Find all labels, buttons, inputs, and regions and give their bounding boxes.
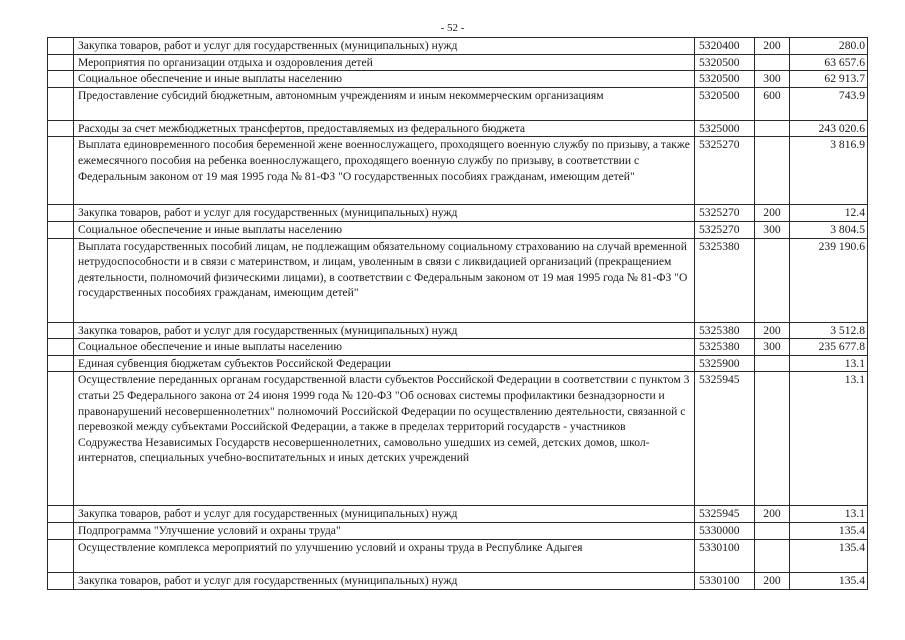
row-name: Подпрограмма "Улучшение условий и охраны труда" <box>74 522 695 539</box>
row-sum: 280.0 <box>790 38 868 55</box>
budget-table <box>47 37 868 590</box>
row-sum: 239 190.6 <box>790 238 868 322</box>
blank-cell <box>48 87 74 120</box>
row-name: Единая субвенция бюджетам субъектов Российской Федерации <box>74 355 695 372</box>
table-row <box>48 38 868 55</box>
row-vr: 300 <box>755 339 790 356</box>
table-row <box>48 572 868 589</box>
row-name: Закупка товаров, работ и услуг для государственных (муниципальных) нужд <box>74 506 695 523</box>
blank-cell <box>48 339 74 356</box>
row-code: 5330000 <box>695 522 755 539</box>
row-sum: 235 677.8 <box>790 339 868 356</box>
row-sum: 63 657.6 <box>790 54 868 71</box>
row-sum: 243 020.6 <box>790 120 868 137</box>
row-code: 5320500 <box>695 87 755 120</box>
row-code: 5325380 <box>695 238 755 322</box>
row-name: Мероприятия по организации отдыха и оздоровления детей <box>74 54 695 71</box>
row-vr <box>755 372 790 506</box>
row-code: 5330100 <box>695 572 755 589</box>
row-code: 5320500 <box>695 54 755 71</box>
row-code: 5330100 <box>695 539 755 572</box>
row-vr <box>755 238 790 322</box>
row-vr: 200 <box>755 205 790 222</box>
row-name: Социальное обеспечение и иные выплаты населению <box>74 339 695 356</box>
table-row <box>48 120 868 137</box>
row-sum: 135.4 <box>790 539 868 572</box>
row-vr <box>755 539 790 572</box>
row-name: Социальное обеспечение и иные выплаты населению <box>74 71 695 88</box>
blank-cell <box>48 221 74 238</box>
blank-cell <box>48 38 74 55</box>
blank-cell <box>48 539 74 572</box>
row-name: Расходы за счет межбюджетных трансфертов, предоставляемых из федерального бюджета <box>74 120 695 137</box>
row-name: Закупка товаров, работ и услуг для государственных (муниципальных) нужд <box>74 38 695 55</box>
row-vr <box>755 355 790 372</box>
blank-cell <box>48 238 74 322</box>
row-code: 5325270 <box>695 137 755 205</box>
row-vr: 200 <box>755 506 790 523</box>
blank-cell <box>48 372 74 506</box>
row-sum: 12.4 <box>790 205 868 222</box>
row-sum: 13.1 <box>790 506 868 523</box>
row-vr: 300 <box>755 221 790 238</box>
blank-cell <box>48 355 74 372</box>
row-code: 5325270 <box>695 221 755 238</box>
row-vr: 200 <box>755 322 790 339</box>
blank-cell <box>48 506 74 523</box>
row-vr <box>755 522 790 539</box>
blank-cell <box>48 322 74 339</box>
blank-cell <box>48 54 74 71</box>
row-sum: 13.1 <box>790 372 868 506</box>
row-code: 5325900 <box>695 355 755 372</box>
page-number: - 52 - <box>440 22 465 34</box>
row-vr: 300 <box>755 71 790 88</box>
table-row <box>48 71 868 88</box>
row-code: 5325380 <box>695 322 755 339</box>
row-code: 5320500 <box>695 71 755 88</box>
row-code: 5325000 <box>695 120 755 137</box>
row-code: 5325945 <box>695 506 755 523</box>
row-name: Закупка товаров, работ и услуг для государственных (муниципальных) нужд <box>74 572 695 589</box>
row-name: Закупка товаров, работ и услуг для государственных (муниципальных) нужд <box>74 205 695 222</box>
row-sum: 3 804.5 <box>790 221 868 238</box>
table-row <box>48 355 868 372</box>
table-row <box>48 322 868 339</box>
blank-cell <box>48 572 74 589</box>
row-sum: 3 512.8 <box>790 322 868 339</box>
row-sum: 62 913.7 <box>790 71 868 88</box>
row-vr: 200 <box>755 572 790 589</box>
table-row <box>48 339 868 356</box>
table-row <box>48 539 868 572</box>
row-name: Осуществление переданных органам государственной власти субъектов Российской Федерации в соответствии с пунктом 3 статьи 25 Федерального закона от 24 июня 1999 года № 120-ФЗ "Об основах системы профилактики безнадзорности и правонарушений несовершеннолетних" полномочий Российской Федерации по осуществлению деятельности, связанной с перевозкой между субъектами Российской Федерации, а также в пределах территорий государств - участников Содружества Независимых Государств несовершеннолетних, самовольно ушедших из семей, детских домов, школ-интернатов, специальных учебно-воспитательных и иных детских учреждений <box>74 372 695 506</box>
row-name: Предоставление субсидий бюджетным, автономным учреждениям и иным некоммерческим организациям <box>74 87 695 120</box>
row-name: Закупка товаров, работ и услуг для государственных (муниципальных) нужд <box>74 322 695 339</box>
row-name: Социальное обеспечение и иные выплаты населению <box>74 221 695 238</box>
row-vr <box>755 120 790 137</box>
blank-cell <box>48 71 74 88</box>
row-code: 5325270 <box>695 205 755 222</box>
row-sum: 135.4 <box>790 522 868 539</box>
row-vr <box>755 54 790 71</box>
row-sum: 3 816.9 <box>790 137 868 205</box>
row-code: 5325380 <box>695 339 755 356</box>
row-sum: 743.9 <box>790 87 868 120</box>
blank-cell <box>48 522 74 539</box>
table-row <box>48 372 868 506</box>
table-row <box>48 205 868 222</box>
row-name: Осуществление комплекса мероприятий по улучшению условий и охраны труда в Республике Адыгея <box>74 539 695 572</box>
row-vr: 600 <box>755 87 790 120</box>
table-row <box>48 506 868 523</box>
row-code: 5320400 <box>695 38 755 55</box>
blank-cell <box>48 205 74 222</box>
table-row <box>48 238 868 322</box>
blank-cell <box>48 120 74 137</box>
row-sum: 135.4 <box>790 572 868 589</box>
row-name: Выплата единовременного пособия беременной жене военнослужащего, проходящего военную службу по призыву, а также ежемесячного пособия на ребенка военнослужащего, проходящего военную службу по призыву, в соответствии с Федеральным законом от 19 мая 1995 года № 81-ФЗ "О государственных пособиях гражданам, имеющим детей" <box>74 137 695 205</box>
row-vr: 200 <box>755 38 790 55</box>
table-row <box>48 137 868 205</box>
blank-cell <box>48 137 74 205</box>
table-row <box>48 522 868 539</box>
row-sum: 13.1 <box>790 355 868 372</box>
row-vr <box>755 137 790 205</box>
row-code: 5325945 <box>695 372 755 506</box>
row-name: Выплата государственных пособий лицам, не подлежащим обязательному социальному страхованию на случай временной нетрудоспособности и в связи с материнством, и лицам, уволенным в связи с ликвидацией организаций (прекращением деятельности, полномочий физическими лицами), в соответствии с Федеральным законом от 19 мая 1995 года № 81-ФЗ "О государственных пособиях гражданам, имеющим детей" <box>74 238 695 322</box>
table-row <box>48 87 868 120</box>
table-row <box>48 54 868 71</box>
table-row <box>48 221 868 238</box>
